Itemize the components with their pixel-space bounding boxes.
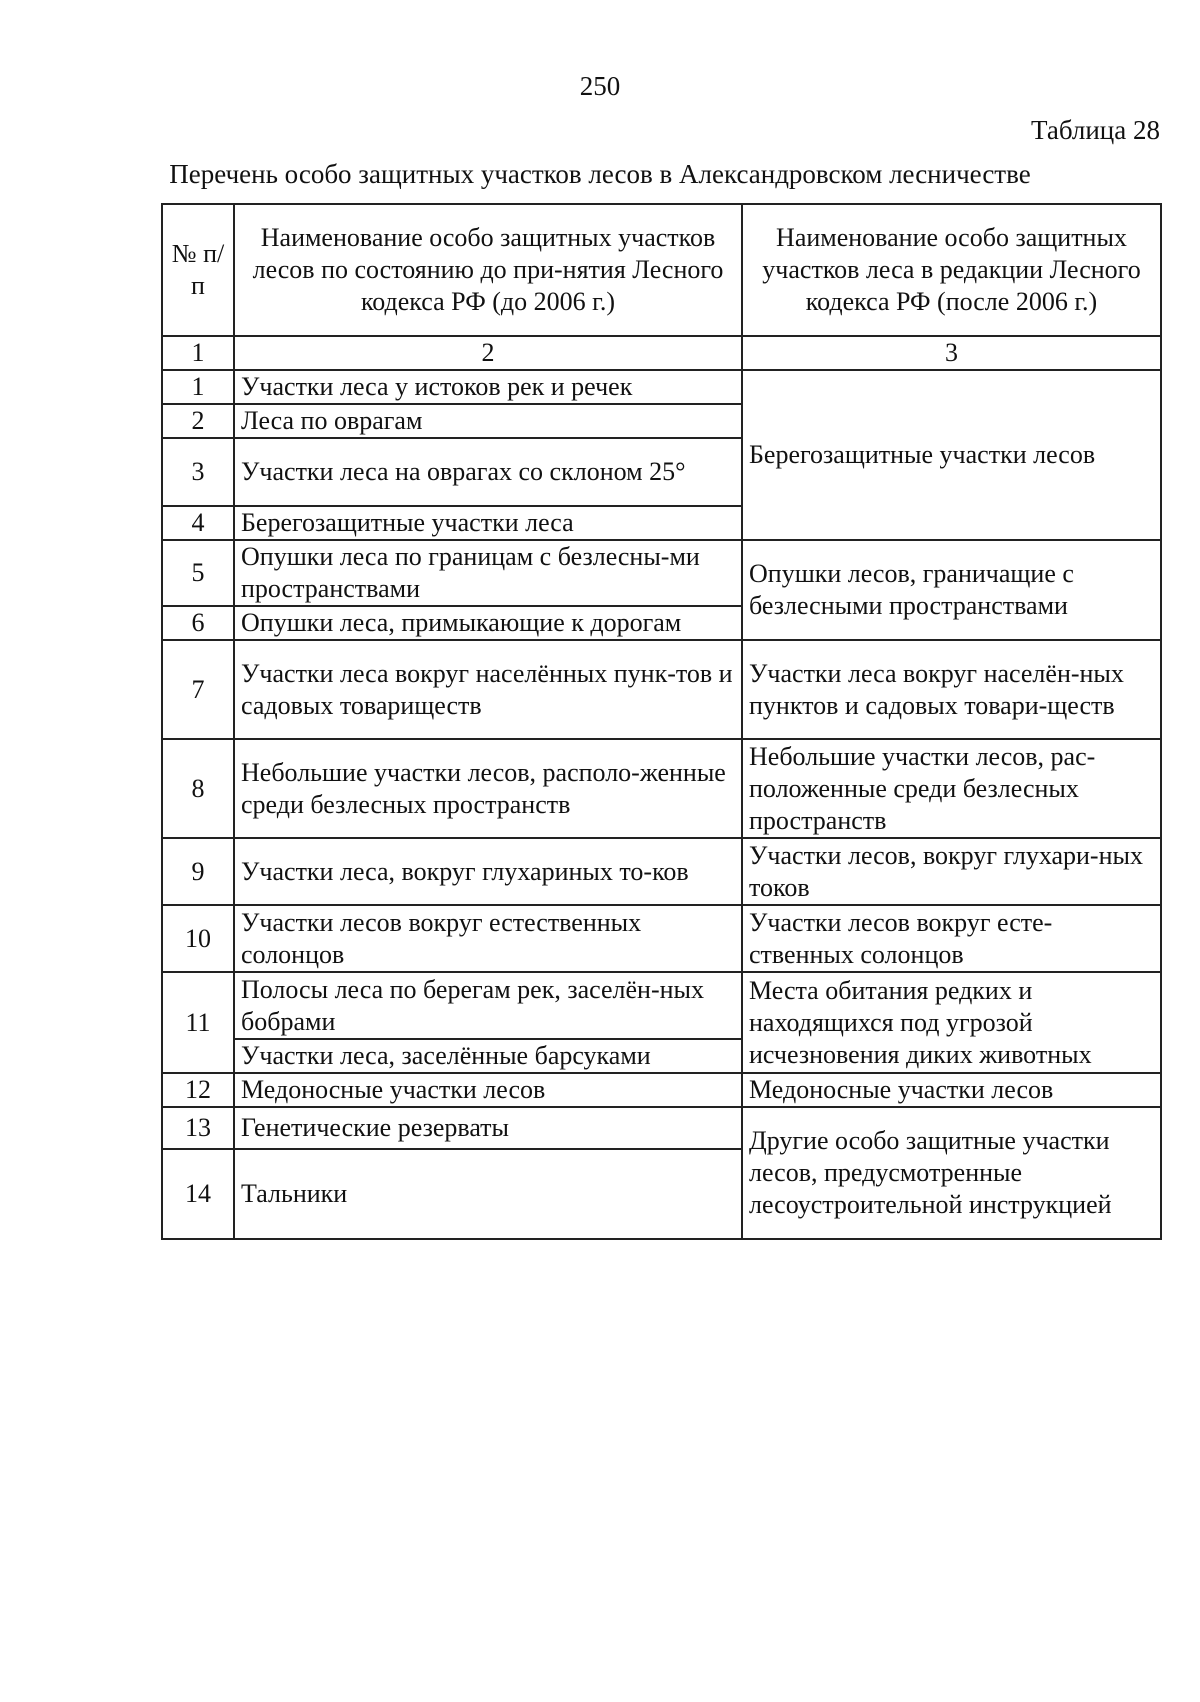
new-name-cell: Опушки лесов, граничащие с безлесными пространствами: [742, 540, 1161, 640]
column-index-cell: 2: [234, 336, 742, 370]
table-row: [162, 370, 1161, 404]
table-row: [162, 972, 1161, 1039]
new-name-cell: Участки лесов, вокруг глухари-ных токов: [742, 838, 1161, 905]
header-col-number: № п/п: [162, 204, 234, 336]
table-label: Таблица 28: [1031, 115, 1160, 145]
header-col-new-name: Наименование особо защитных участков леса в редакции Лесного кодекса РФ (после 2006 г.): [742, 204, 1161, 336]
row-number: 7: [162, 640, 234, 739]
column-index-cell: 3: [742, 336, 1161, 370]
old-name-cell: Участки леса у истоков рек и речек: [234, 370, 742, 404]
old-name-cell: Участки лесов вокруг естественных солонцов: [234, 905, 742, 972]
row-number: 13: [162, 1107, 234, 1149]
old-name-cell: Участки леса, заселённые барсуками: [234, 1039, 742, 1073]
row-number: 12: [162, 1073, 234, 1107]
row-number: 4: [162, 506, 234, 540]
row-number: 10: [162, 905, 234, 972]
old-name-cell: Медоносные участки лесов: [234, 1073, 742, 1107]
row-number: 2: [162, 404, 234, 438]
old-name-cell: Берегозащитные участки леса: [234, 506, 742, 540]
table-row: [162, 640, 1161, 739]
new-name-cell: Места обитания редких и находящихся под угрозой исчезновения диких животных: [742, 972, 1161, 1073]
new-name-cell: Участки лесов вокруг есте-ственных солонцов: [742, 905, 1161, 972]
row-number: 6: [162, 606, 234, 640]
old-name-cell: Полосы леса по берегам рек, заселён-ных бобрами: [234, 972, 742, 1039]
old-name-cell: Опушки леса по границам с безлесны-ми пространствами: [234, 540, 742, 606]
old-name-cell: Генетические резерваты: [234, 1107, 742, 1149]
old-name-cell: Тальники: [234, 1149, 742, 1239]
old-name-cell: Участки леса вокруг населённых пунк-тов и садовых товариществ: [234, 640, 742, 739]
new-name-cell: Другие особо защитные участки лесов, предусмотренные лесоустроительной инструкцией: [742, 1107, 1161, 1239]
table-row: [162, 540, 1161, 606]
column-index-cell: 1: [162, 336, 234, 370]
new-name-cell: Медоносные участки лесов: [742, 1073, 1161, 1107]
table-row: [162, 838, 1161, 905]
old-name-cell: Опушки леса, примыкающие к дорогам: [234, 606, 742, 640]
row-number: 3: [162, 438, 234, 506]
column-index-row: [162, 336, 1161, 370]
row-number: 11: [162, 972, 234, 1073]
header-col-old-name: Наименование особо защитных участков лесов по состоянию до при-нятия Лесного кодекса РФ (до 2006 г.): [234, 204, 742, 336]
old-name-cell: Участки леса, вокруг глухариных то-ков: [234, 838, 742, 905]
table-row: [162, 1073, 1161, 1107]
table-row: [162, 905, 1161, 972]
new-name-cell: Небольшие участки лесов, рас-положенные среди безлесных пространств: [742, 739, 1161, 838]
table-title: Перечень особо защитных участков лесов в Александровском лесничестве: [169, 159, 1031, 189]
row-number: 14: [162, 1149, 234, 1239]
forest-areas-table: [161, 203, 1162, 1240]
old-name-cell: Участки леса на оврагах со склоном 25°: [234, 438, 742, 506]
row-number: 5: [162, 540, 234, 606]
row-number: 9: [162, 838, 234, 905]
old-name-cell: Небольшие участки лесов, располо-женные среди безлесных пространств: [234, 739, 742, 838]
table-row: [162, 739, 1161, 838]
row-number: 8: [162, 739, 234, 838]
new-name-cell: Берегозащитные участки лесов: [742, 370, 1161, 540]
new-name-cell: Участки леса вокруг населён-ных пунктов и садовых товари-ществ: [742, 640, 1161, 739]
table-row: [162, 1107, 1161, 1149]
page-number: 250: [579, 71, 621, 101]
row-number: 1: [162, 370, 234, 404]
old-name-cell: Леса по оврагам: [234, 404, 742, 438]
table-header-row: [162, 204, 1161, 336]
